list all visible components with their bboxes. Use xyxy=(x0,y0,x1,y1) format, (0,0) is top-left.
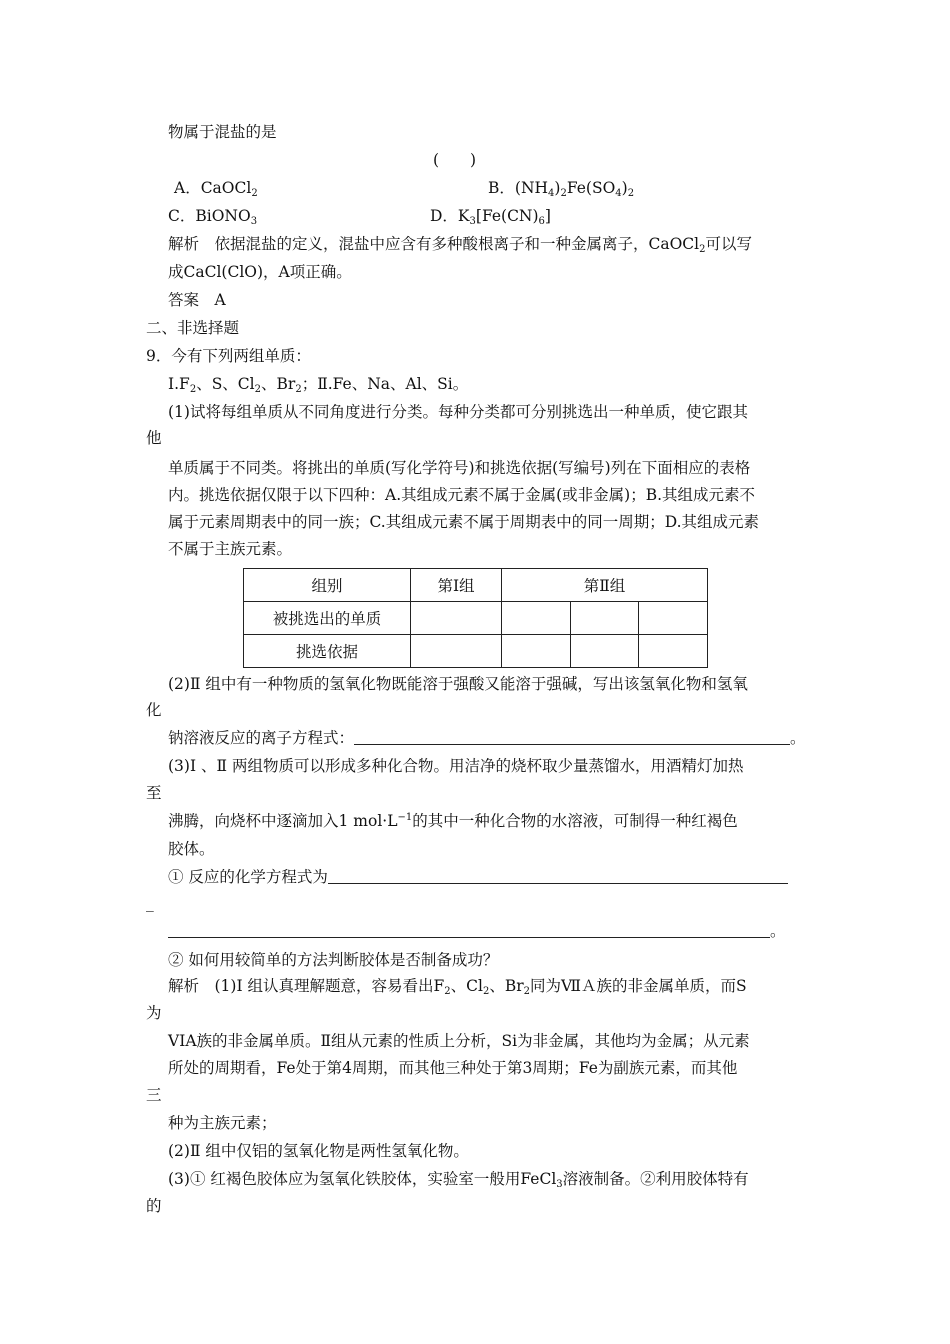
option-b: B．$(NH_4)_2Fe(SO_4)_2$ xyxy=(488,179,635,199)
answer-blank[interactable] xyxy=(354,730,790,745)
q9-analysis-line6: 种为主族元素； xyxy=(168,1114,277,1132)
table-cell[interactable] xyxy=(411,635,502,668)
q9-part2-line2: 化 xyxy=(146,701,162,719)
table-cell[interactable] xyxy=(502,602,571,635)
option-a: A．CaOCl$_2$ xyxy=(174,179,258,199)
q9-part1-line1: (1)试将每组单质从不同角度进行分类。每种分类都可分别挑选出一种单质，使它跟其 xyxy=(168,403,748,421)
table-header-group1: 第Ⅰ组 xyxy=(411,569,502,602)
q9-part1-line6: 不属于主族元素。 xyxy=(168,540,293,558)
table-cell[interactable] xyxy=(411,602,502,635)
q9-analysis-line7: (2)Ⅱ 组中仅铝的氢氧化物是两性氢氧化物。 xyxy=(168,1142,469,1160)
q9-analysis-line9: 的 xyxy=(146,1197,162,1215)
table-cell[interactable] xyxy=(502,635,571,668)
q9-sub2: ② 如何用较简单的方法判断胶体是否制备成功？ xyxy=(168,951,499,969)
table-header-group2: 第Ⅱ组 xyxy=(502,569,708,602)
q9-part2-line1: (2)Ⅱ 组中有一种物质的氢氧化物既能溶于强酸又能溶于强碱，写出该氢氧化物和氢氧 xyxy=(168,675,748,693)
q9-part3-line2: 至 xyxy=(146,784,162,802)
table-cell[interactable] xyxy=(639,602,708,635)
answer-blank[interactable] xyxy=(168,923,770,938)
q9-sub1: ① 反应的化学方程式为 xyxy=(168,867,788,887)
option-c: C．BiONO$_3$ xyxy=(168,207,258,227)
q9-part1-line2: 他 xyxy=(146,429,162,447)
option-d: D．$K_3[Fe(CN)_6]$ xyxy=(430,207,551,227)
table-header-group: 组别 xyxy=(244,569,411,602)
q9-analysis-line2: 为 xyxy=(146,1004,162,1022)
q9-part1-line4: 内。挑选依据仅限于以下四种：A.其组成元素不属于金属(或非金属)；B.其组成元素不 xyxy=(168,486,756,504)
table-row-label-selected: 被挑选出的单质 xyxy=(244,602,411,635)
q9-part3-line1: (3)Ⅰ 、Ⅱ 两组物质可以形成多种化合物。用洁净的烧杯取少量蒸馏水，用酒精灯加热 xyxy=(168,757,744,775)
answer-blank[interactable] xyxy=(328,869,788,884)
q9-part3-line3: 沸腾，向烧杯中逐滴加入1 $mol\cdot L^{-1}$的其中一种化合物的水溶液，可制得一种红褐色 xyxy=(168,812,738,830)
q9-analysis-line1: 解析 (1)Ⅰ 组认真理解题意，容易看出$F_2$、$Cl_2$、$Br_2$同为ⅦＡ族的非金属单质，而S xyxy=(168,977,747,997)
q9-sub1-line2: 。 xyxy=(168,921,786,941)
answer-paren: ( ) xyxy=(433,151,477,169)
q9-analysis-line4: 所处的周期看，Fe处于第4周期，而其他三种处于第3周期；Fe为副族元素，而其他 xyxy=(168,1059,738,1077)
table-cell[interactable] xyxy=(571,602,639,635)
classification-table xyxy=(243,568,708,668)
q9-analysis-line3: VIA族的非金属单质。Ⅱ组从元素的性质上分析，Si为非金属，其他均为金属；从元素 xyxy=(168,1032,750,1050)
table-cell[interactable] xyxy=(639,635,708,668)
q8-analysis-line1: 解析 依据混盐的定义，混盐中应含有多种酸根离子和一种金属离子，CaOCl$_2$可以写 xyxy=(168,235,753,255)
table-cell[interactable] xyxy=(571,635,639,668)
q8-answer: 答案 A xyxy=(168,291,226,309)
q8-stem-tail: 物属于混盐的是 xyxy=(168,123,277,141)
q9-part1-line3: 单质属于不同类。将挑出的单质(写化学符号)和挑选依据(写编号)列在下面相应的表格 xyxy=(168,459,751,477)
q9-part2-line3: 钠溶液反应的离子方程式： 。 xyxy=(168,729,806,747)
q8-analysis-line2: 成CaCl(ClO)，A项正确。 xyxy=(168,263,352,281)
q9-analysis-line8: (3)① 红褐色胶体应为氢氧化铁胶体，实验室一般用FeCl$_3$溶液制备。②利用胶体特有 xyxy=(168,1170,749,1190)
section-heading: 二、非选择题 xyxy=(146,319,240,337)
q9-groups: $Ⅰ.F_2$、S、$Cl_2$、$Br_2$；Ⅱ.Fe、Na、Al、Si。 xyxy=(168,375,469,395)
q9-analysis-line5: 三 xyxy=(146,1086,162,1104)
q9-title: 9．今有下列两组单质： xyxy=(146,347,311,365)
table-row-label-basis: 挑选依据 xyxy=(244,635,411,668)
q9-part3-line4: 胶体。 xyxy=(168,840,215,858)
q9-part1-line5: 属于元素周期表中的同一族；C.其组成元素不属于周期表中的同一周期；D.其组成元素 xyxy=(168,513,760,531)
q9-sub1-dash: _ xyxy=(146,894,154,912)
